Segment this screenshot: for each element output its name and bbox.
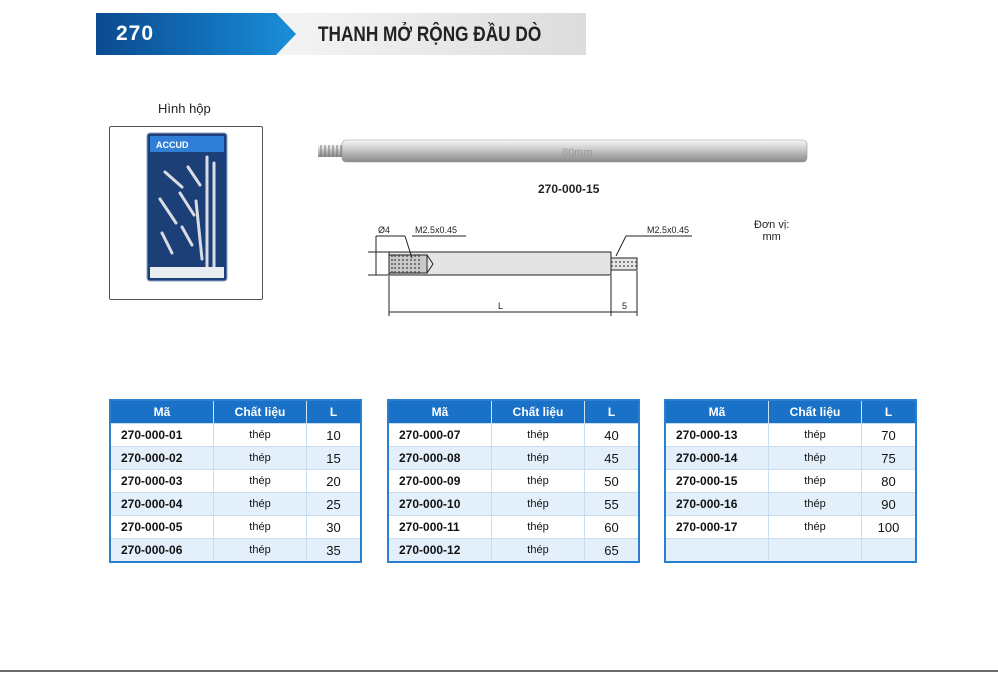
table-header-row — [665, 400, 916, 424]
rod-code-caption: 270-000-15 — [538, 182, 600, 196]
table-header-row — [110, 400, 361, 424]
section-title: THANH MỞ RỘNG ĐẦU DÒ — [318, 23, 542, 46]
thread-right-label: M2.5x0.45 — [647, 225, 690, 235]
unit-value: mm — [762, 231, 781, 243]
cell-code: 270-000-15 — [665, 470, 769, 493]
rod-engraving: 80mm — [562, 147, 593, 159]
column-header-length: L — [862, 400, 917, 424]
section-number: 270 — [116, 22, 155, 45]
cell-length: 60 — [585, 516, 640, 539]
cell-code: 270-000-06 — [110, 539, 214, 563]
cell-material: thép — [492, 516, 585, 539]
table-row — [388, 424, 639, 447]
table-row — [665, 424, 916, 447]
cell-material: thép — [492, 424, 585, 447]
diameter-label: Ø4 — [378, 225, 391, 235]
table-row — [388, 516, 639, 539]
spec-table-3 — [664, 399, 917, 563]
table-header-row — [388, 400, 639, 424]
cell-code: 270-000-03 — [110, 470, 214, 493]
table-row — [665, 493, 916, 516]
cell-code: 270-000-05 — [110, 516, 214, 539]
cell-code: 270-000-01 — [110, 424, 214, 447]
cell-length: 80 — [862, 470, 917, 493]
table-row — [110, 447, 361, 470]
cell-length: 45 — [585, 447, 640, 470]
table-row — [388, 539, 639, 563]
table-row — [388, 470, 639, 493]
cell-code: 270-000-16 — [665, 493, 769, 516]
unit-label: Đơn vị: — [754, 219, 790, 231]
rod-photo — [318, 140, 807, 162]
cell-length: 55 — [585, 493, 640, 516]
column-header-material: Chất liệu — [492, 400, 585, 424]
cell-material: thép — [769, 516, 862, 539]
cell-length: 15 — [307, 447, 362, 470]
cell-code: 270-000-13 — [665, 424, 769, 447]
unit-note — [754, 219, 789, 243]
cell-length: 75 — [862, 447, 917, 470]
package-brand: ACCUD — [156, 140, 189, 150]
cell-material: thép — [214, 470, 307, 493]
column-header-length: L — [307, 400, 362, 424]
cell-length: 25 — [307, 493, 362, 516]
cell-material: thép — [492, 493, 585, 516]
cell-material: thép — [492, 539, 585, 563]
column-header-material: Chất liệu — [769, 400, 862, 424]
cell-length: 65 — [585, 539, 640, 563]
spec-table-2 — [387, 399, 640, 563]
cell-length: 20 — [307, 470, 362, 493]
cell-length: 70 — [862, 424, 917, 447]
column-header-code: Mã — [665, 400, 769, 424]
table-row — [665, 447, 916, 470]
cell-material: thép — [492, 470, 585, 493]
cell-material: thép — [769, 424, 862, 447]
cell-material: thép — [769, 470, 862, 493]
cell-material: thép — [214, 447, 307, 470]
cell-length: 35 — [307, 539, 362, 563]
cell-material — [769, 539, 862, 563]
cell-length: 10 — [307, 424, 362, 447]
cell-length: 90 — [862, 493, 917, 516]
cell-material: thép — [214, 516, 307, 539]
table-row — [388, 447, 639, 470]
table-row — [110, 539, 361, 563]
cell-code: 270-000-09 — [388, 470, 492, 493]
cell-length: 40 — [585, 424, 640, 447]
column-header-code: Mã — [388, 400, 492, 424]
cell-code: 270-000-07 — [388, 424, 492, 447]
cell-material: thép — [214, 493, 307, 516]
footer-divider — [0, 670, 998, 672]
table-row — [665, 539, 916, 563]
end-length-label: 5 — [622, 301, 628, 311]
cell-code: 270-000-17 — [665, 516, 769, 539]
cell-code: 270-000-02 — [110, 447, 214, 470]
thread-left-label: M2.5x0.45 — [415, 225, 458, 235]
cell-code: 270-000-12 — [388, 539, 492, 563]
cell-code: 270-000-14 — [665, 447, 769, 470]
cell-material: thép — [769, 493, 862, 516]
cell-length: 50 — [585, 470, 640, 493]
length-label: L — [498, 301, 504, 311]
table-row — [110, 424, 361, 447]
cell-length: 100 — [862, 516, 917, 539]
package-label: Hình hộp — [158, 101, 211, 116]
table-row — [110, 493, 361, 516]
dimension-drawing — [368, 236, 692, 316]
table-row — [388, 493, 639, 516]
column-header-material: Chất liệu — [214, 400, 307, 424]
spec-table-1 — [109, 399, 362, 563]
table-row — [110, 516, 361, 539]
cell-length — [862, 539, 917, 563]
column-header-code: Mã — [110, 400, 214, 424]
cell-code: 270-000-08 — [388, 447, 492, 470]
cell-length: 30 — [307, 516, 362, 539]
cell-material: thép — [769, 447, 862, 470]
cell-code — [665, 539, 769, 563]
cell-material: thép — [492, 447, 585, 470]
table-row — [665, 470, 916, 493]
table-row — [665, 516, 916, 539]
cell-code: 270-000-11 — [388, 516, 492, 539]
table-row — [110, 470, 361, 493]
cell-code: 270-000-10 — [388, 493, 492, 516]
column-header-length: L — [585, 400, 640, 424]
cell-material: thép — [214, 424, 307, 447]
cell-code: 270-000-04 — [110, 493, 214, 516]
cell-material: thép — [214, 539, 307, 563]
